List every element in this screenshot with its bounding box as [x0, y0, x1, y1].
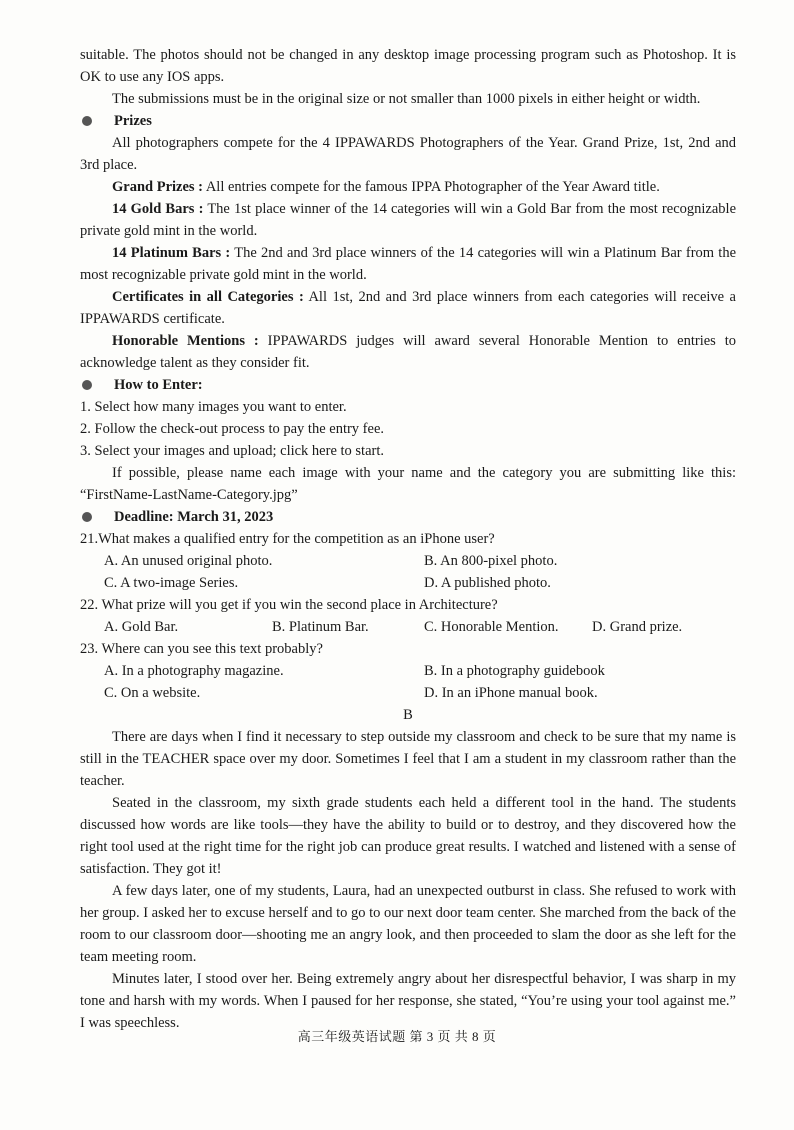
prizes-heading-text: Prizes — [114, 112, 152, 129]
prize-item-label: 14 Gold Bars : — [112, 201, 204, 217]
prizes-heading — [80, 110, 736, 132]
question-stem: 22. What prize will you get if you win the second place in Architecture? — [80, 597, 498, 613]
passage-paragraph: There are days when I find it necessary to step outside my classroom and check to be sure that my name is still in the TEACHER space over my door. Sometimes I feel that I am a student in my classroom rather than the teacher. — [80, 729, 736, 789]
option-d: D. A published photo. — [424, 575, 551, 591]
page-content — [80, 44, 736, 1034]
option-a: A. In a photography magazine. — [104, 663, 284, 679]
prize-item-label: Grand Prizes : — [112, 179, 204, 195]
option-d: D. In an iPhone manual book. — [424, 685, 598, 701]
option-c: C. Honorable Mention. — [424, 619, 559, 635]
how-to-enter-heading-text: How to Enter: — [114, 376, 203, 393]
prize-item — [80, 176, 736, 198]
option-b: B. Platinum Bar. — [272, 619, 369, 635]
passage-paragraph: A few days later, one of my students, Laura, had an unexpected outburst in class. She refused to work with her group. I asked her to excuse herself and to go to our next door team center. She marched from the back of the room to our classroom door—shooting me an angry look, and then proceeded to slam the door as she left for the team meeting room. — [80, 883, 736, 965]
option-c: C. A two-image Series. — [104, 575, 239, 591]
prize-item-label: Certificates in all Categories : — [112, 289, 304, 305]
page-footer: 高三年级英语试题 第 3 页 共 8 页 — [297, 1029, 497, 1044]
option-c: C. On a website. — [104, 685, 201, 701]
prizes-summary: All photographers compete for the 4 IPPAWARDS Photographers of the Year. Grand Prize, 1st, 2nd and 3rd place. — [80, 135, 736, 173]
question-options — [80, 660, 736, 704]
option-a: A. An unused original photo. — [104, 553, 273, 569]
question-options — [80, 616, 736, 638]
option-b: B. An 800-pixel photo. — [424, 553, 558, 569]
option-b: B. In a photography guidebook — [424, 663, 605, 679]
question-stem: 23. Where can you see this text probably? — [80, 641, 323, 657]
option-a: A. Gold Bar. — [104, 619, 179, 635]
prize-item — [80, 286, 736, 330]
section-b-label: B — [403, 707, 413, 723]
prize-item-text: All entries compete for the famous IPPA Photographer of the Year Award title. — [203, 179, 660, 195]
prize-item — [80, 242, 736, 286]
prize-item-text: IPPAWARDS judges will award several Honorable Mention to entries to acknowledge talent as they consider fit. — [80, 333, 736, 371]
prize-item-text: The 2nd and 3rd place winners of the 14 categories will win a Platinum Bar from the most recognizable private gold mint in the world. — [80, 245, 737, 283]
prize-item-text: The 1st place winner of the 14 categories will win a Gold Bar from the most recognizable private gold mint in the world. — [80, 201, 736, 239]
prize-item-label: Honorable Mentions : — [112, 333, 259, 349]
intro-paragraph-1: suitable. The photos should not be changed in any desktop image processing program such as Photoshop. It is OK to use any IOS apps. — [80, 47, 736, 85]
deadline-heading-text: Deadline: March 31, 2023 — [114, 508, 274, 525]
prize-item — [80, 330, 736, 374]
how-to-enter-heading — [80, 374, 736, 396]
prize-item-label: 14 Platinum Bars : — [112, 245, 231, 261]
enter-note: If possible, please name each image with your name and the category you are submitting like this: “FirstName-LastName-Category.jpg” — [80, 465, 736, 503]
bullet-dot-icon — [82, 512, 92, 522]
deadline-heading — [80, 506, 736, 528]
bullet-dot-icon — [82, 380, 92, 390]
question-stem: 21.What makes a qualified entry for the competition as an iPhone user? — [80, 531, 495, 547]
passage-paragraph: Minutes later, I stood over her. Being extremely angry about her disrespectful behavior, I was sharp in my tone and harsh with my words. When I paused for her response, she stated, “You’re using your tool against me.” I was speechless. — [80, 971, 736, 1031]
intro-paragraph-2: The submissions must be in the original size or not smaller than 1000 pixels in either height or width. — [112, 91, 701, 107]
enter-step: 2. Follow the check-out process to pay the entry fee. — [80, 421, 385, 437]
prize-item-text: All 1st, 2nd and 3rd place winners from each categories will receive a IPPAWARDS certificate. — [80, 289, 736, 327]
option-d: D. Grand prize. — [592, 619, 683, 635]
prize-item — [80, 198, 736, 242]
enter-step: 3. Select your images and upload; click here to start. — [80, 443, 385, 459]
passage-paragraph: Seated in the classroom, my sixth grade students each held a different tool in the hand. The students discussed how words are like tools—they have the ability to build or to destroy, and they discovered how the right tool used at the right time for the right job can produce great results. I watched and listened with a sense of satisfaction. They got it! — [80, 795, 736, 877]
question-options — [80, 550, 736, 594]
enter-step: 1. Select how many images you want to enter. — [80, 399, 347, 415]
bullet-dot-icon — [82, 116, 92, 126]
